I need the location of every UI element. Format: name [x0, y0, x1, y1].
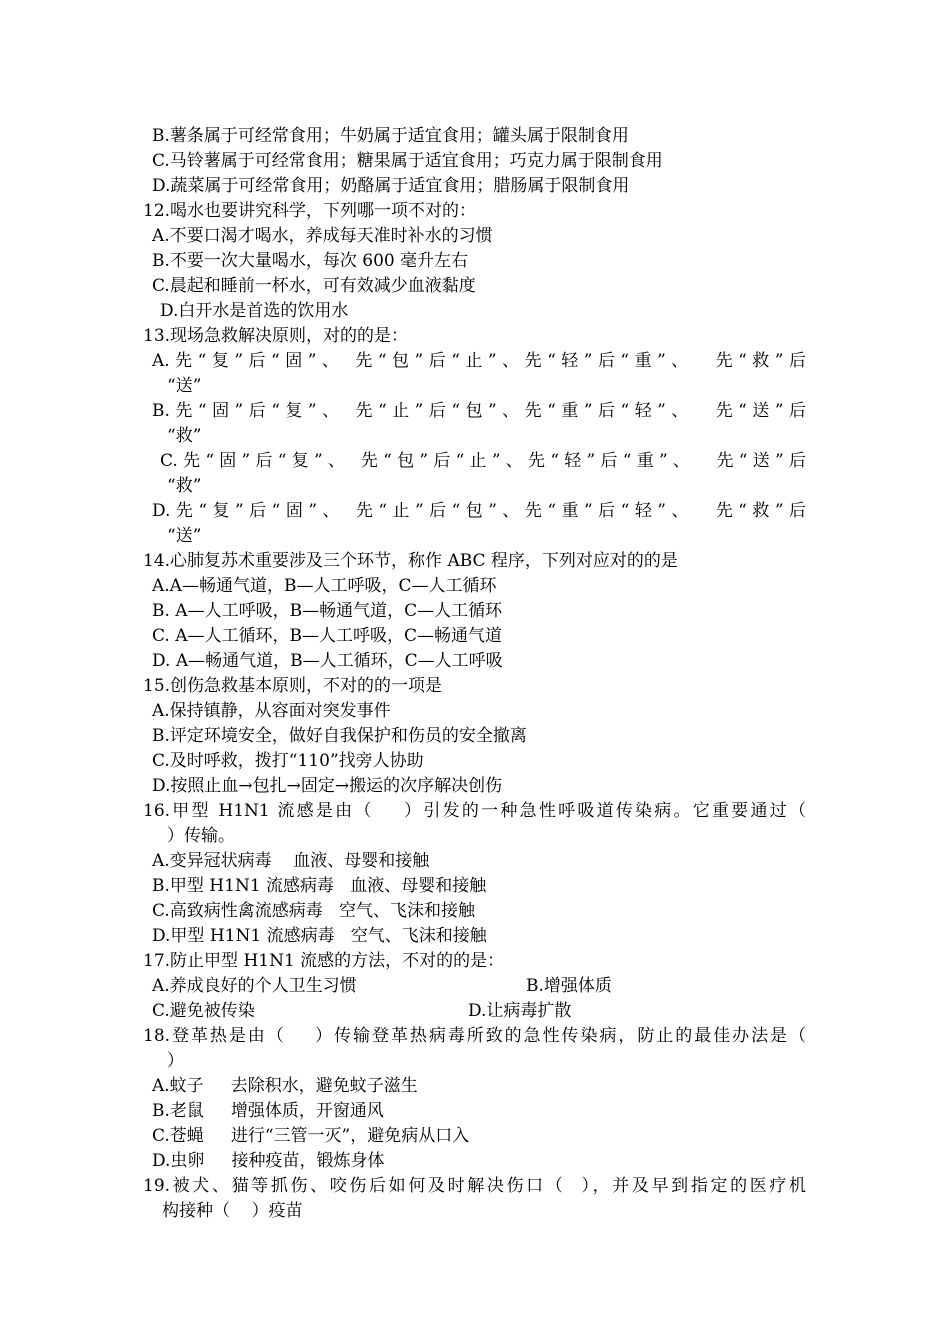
option-15d: D.按照止血→包扎→固定→搬运的次序解决创伤 [152, 776, 503, 796]
option-16d: D.甲型 H1N1 流感病毒 空气、飞沫和接触 [152, 926, 487, 946]
option-13b: B.先“固”后“复”、 先“止”后“包”、先“重”后“轻”、 先“送”后 [152, 401, 806, 421]
question-17: 17.防止甲型 H1N1 流感的方法，不对的的是： [143, 951, 505, 971]
option-15a: A.保持镇静，从容面对突发事件 [152, 701, 391, 721]
option-13c: C.先“固”后“复”、 先“包”后“止”、先“轻”后“重”、 先“送”后 [160, 451, 806, 471]
option-14a: A.A—畅通气道，B—人工呼吸，C—人工循环 [152, 576, 497, 596]
question-14: 14.心肺复苏术重要涉及三个环节，称作 ABC 程序，下列对应对的的是 [143, 551, 678, 571]
option-16b: B.甲型 H1N1 流感病毒 血液、母婴和接触 [152, 876, 487, 896]
question-13: 13.现场急救解决原则，对的的是： [143, 326, 409, 346]
option-18c: C.苍蝇 进行“三管一灭”，避免病从口入 [152, 1126, 470, 1146]
question-16-cont: ）传输。 [167, 826, 235, 846]
option-13d: D.先“复”后“固”、 先“止”后“包”、先“重”后“轻”、 先“救”后 [152, 501, 806, 521]
option-15b: B.评定环境安全，做好自我保护和伤员的安全撤离 [152, 726, 527, 746]
option-13a-cont: “送” [167, 376, 202, 396]
option-17c: C.避免被传染 [152, 1001, 255, 1021]
option-14c: C. A—人工循环，B—人工呼吸，C—畅通气道 [152, 626, 502, 646]
option-11c: C.马铃薯属于可经常食用；糖果属于适宜食用；巧克力属于限制食用 [152, 151, 663, 171]
question-15: 15.创伤急救基本原则，不对的的一项是 [143, 676, 443, 696]
option-18b: B.老鼠 增强体质，开窗通风 [152, 1101, 384, 1121]
option-12c: C.晨起和睡前一杯水，可有效减少血液黏度 [152, 276, 476, 296]
option-15c: C.及时呼救，拨打“110”找旁人协助 [152, 751, 424, 771]
question-12: 12.喝水也要讲究科学，下列哪一项不对的： [143, 201, 477, 221]
option-12b: B.不要一次大量喝水，每次 600 毫升左右 [152, 251, 469, 271]
option-14b: B. A—人工呼吸，B—畅通气道，C—人工循环 [152, 601, 503, 621]
option-17a: A.养成良好的个人卫生习惯 [152, 976, 357, 996]
option-13c-cont: “救” [167, 476, 202, 496]
option-17d: D.让病毒扩散 [468, 1001, 572, 1021]
option-12d: D.白开水是首选的饮用水 [160, 301, 349, 321]
option-13d-cont: “送” [167, 526, 202, 546]
option-16c: C.高致病性禽流感病毒 空气、飞沫和接触 [152, 901, 476, 921]
question-19-cont: 构接种（ ）疫苗 [162, 1201, 303, 1221]
option-18d: D.虫卵 接种疫苗，锻炼身体 [152, 1151, 385, 1171]
question-19: 19.被犬、猫等抓伤、咬伤后如何及时解决伤口（ ），并及早到指定的医疗机 [143, 1176, 806, 1196]
option-14d: D. A—畅通气道，B—人工循环，C—人工呼吸 [152, 651, 503, 671]
question-18: 18.登革热是由（ ）传输登革热病毒所致的急性传染病，防止的最佳办法是（ [143, 1026, 806, 1046]
option-18a: A.蚊子 去除积水，避免蚊子滋生 [152, 1076, 418, 1096]
question-18-cont: ） [167, 1051, 184, 1071]
question-16: 16.甲型 H1N1 流感是由（ ）引发的一种急性呼吸道传染病。它重要通过（ [143, 801, 806, 821]
option-12a: A.不要口渴才喝水，养成每天准时补水的习惯 [152, 226, 493, 246]
option-13b-cont: “救” [167, 426, 202, 446]
option-17b: B.增强体质 [526, 976, 612, 996]
option-11b: B.薯条属于可经常食用；牛奶属于适宜食用；罐头属于限制食用 [152, 126, 629, 146]
option-16a: A.变异冠状病毒 血液、母婴和接触 [152, 851, 430, 871]
option-11d: D.蔬菜属于可经常食用；奶酪属于适宜食用；腊肠属于限制食用 [152, 176, 630, 196]
option-13a: A.先“复”后“固”、 先“包”后“止”、先“轻”后“重”、 先“救”后 [152, 351, 806, 371]
